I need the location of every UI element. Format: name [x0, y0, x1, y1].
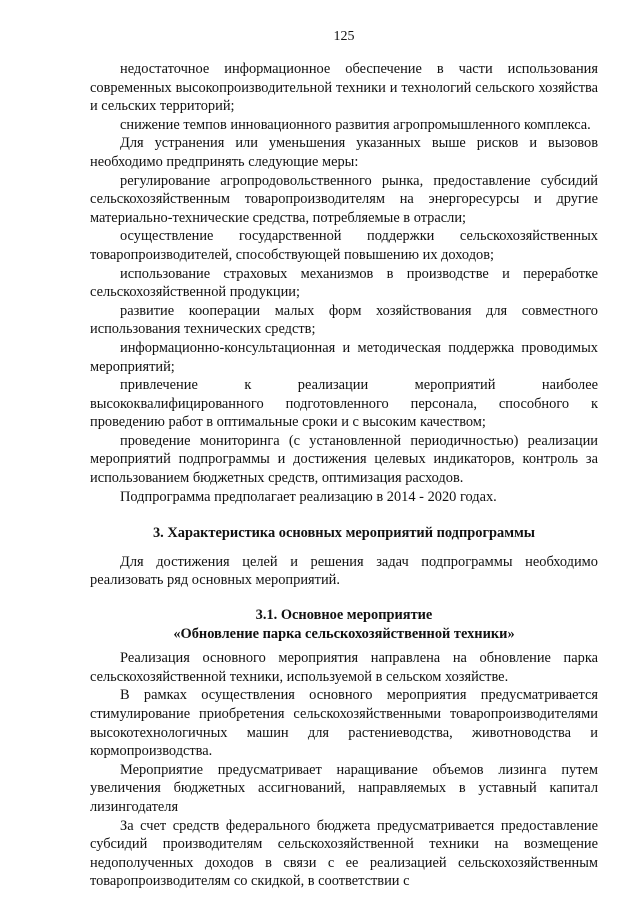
list-item: осуществление государственной поддержки сельскохозяйственных товаропроизводителей, способствующей повышению их доходов;	[90, 228, 598, 263]
paragraph: Мероприятие предусматривает наращивание объемов лизинга путем увеличения бюджетных ассигнований, направляемых в уставный капитал лизингодателя	[90, 761, 598, 815]
paragraph: снижение темпов инновационного развития агропромышленного комплекса.	[120, 116, 591, 133]
paragraph: недостаточное информационное обеспечение в части использования современных высокопроизводительной техники и технологий сельского хозяйства и сельских территорий;	[90, 61, 598, 115]
subsection-heading-line: «Обновление парка сельскохозяйственной техники»	[173, 625, 515, 642]
list-item: привлечение к реализации мероприятий наиболее высококвалифицированного подготовленного персонала, способного к проведению работ в оптимальные сроки и с высоким качеством;	[90, 377, 598, 431]
paragraph: За счет средств федерального бюджета предусматривается предоставление субсидий производителям сельскохозяйственной техники на возмещение недополученных доходов в связи с ее реализацией сельскохозяйственным товаропроизводителям со скидкой, в соответствии с	[90, 817, 598, 890]
list-item: регулирование агропродовольственного рынка, предоставление субсидий сельскохозяйственным товаропроизводителям на энергоресурсы и другие материально-технические средства, потребляемые в отрасли;	[90, 172, 598, 226]
list-item: информационно-консультационная и методическая поддержка проводимых мероприятий;	[90, 339, 598, 375]
paragraph: Для достижения целей и решения задач подпрограммы необходимо реализовать ряд основных мероприятий.	[90, 553, 598, 589]
paragraph: Реализация основного мероприятия направлена на обновление парка сельскохозяйственной техники, используемой в сельском хозяйстве.	[90, 650, 598, 685]
subsection-heading-line: 3.1. Основное мероприятие	[255, 607, 433, 624]
list-item: использование страховых механизмов в производстве и переработке сельскохозяйственной продукции;	[90, 265, 598, 301]
section-heading: 3. Характеристика основных мероприятий подпрограммы	[152, 525, 536, 542]
subsection-heading	[90, 606, 598, 643]
implementation-period: Подпрограмма предполагает реализацию в 2014 - 2020 годах.	[120, 488, 497, 505]
document-page	[90, 28, 598, 891]
list-item: развитие кооперации малых форм хозяйствования для совместного использования технических средств;	[90, 302, 598, 338]
paragraph: В рамках осуществления основного мероприятия предусматривается стимулирование приобретения сельскохозяйственными товаропроизводителями высокотехнологичных машин для растениеводства, животноводства и кормопроизводства.	[90, 687, 598, 760]
page-number: 125	[333, 29, 355, 44]
list-item: проведение мониторинга (с установленной периодичностью) реализации мероприятий подпрограммы и достижения целевых индикаторов, контроль за использованием бюджетных средств, оптимизация расходов.	[90, 432, 598, 487]
paragraph: Для устранения или уменьшения указанных выше рисков и вызовов необходимо предпринять следующие меры:	[90, 135, 598, 170]
